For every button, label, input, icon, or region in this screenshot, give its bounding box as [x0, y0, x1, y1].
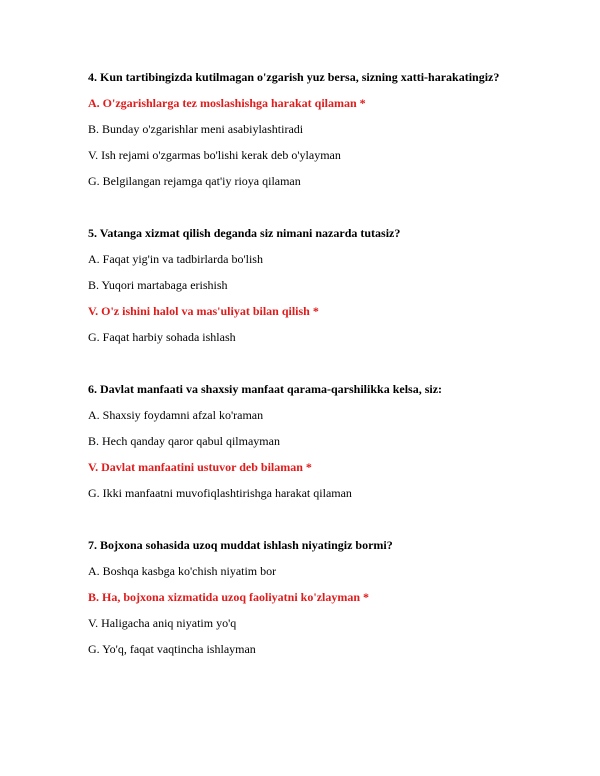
answer-option: G. Faqat harbiy sohada ishlash: [88, 330, 236, 344]
answer-option: G. Belgilangan rejamga qat'iy rioya qilaman: [88, 174, 301, 188]
answer-option-correct: A. O'zgarishlarga tez moslashishga harakat qilaman *: [88, 96, 366, 110]
answer-option-correct: V. O'z ishini halol va mas'uliyat bilan qilish *: [88, 304, 319, 318]
question-title: 7. Bojxona sohasida uzoq muddat ishlash niyatingiz bormi?: [88, 538, 393, 552]
answer-option: B. Yuqori martabaga erishish: [88, 278, 228, 292]
answer-option: A. Shaxsiy foydamni afzal ko'raman: [88, 408, 264, 422]
answer-option: V. Haligacha aniq niyatim yo'q: [88, 616, 237, 630]
answer-option: G. Yo'q, faqat vaqtincha ishlayman: [88, 642, 256, 656]
answer-option-correct: B. Ha, bojxona xizmatida uzoq faoliyatni ko'zlayman *: [88, 590, 370, 604]
question-5: [88, 226, 558, 356]
answer-option-correct: V. Davlat manfaatini ustuvor deb bilaman *: [88, 460, 312, 474]
answer-option: A. Boshqa kasbga ko'chish niyatim bor: [88, 564, 277, 578]
question-title: 5. Vatanga xizmat qilish deganda siz nimani nazarda tutasiz?: [88, 226, 401, 240]
answer-option: B. Hech qanday qaror qabul qilmayman: [88, 434, 280, 448]
question-title: 6. Davlat manfaati va shaxsiy manfaat qarama-qarshilikka kelsa, siz:: [88, 382, 443, 396]
answer-option: B. Bunday o'zgarishlar meni asabiylashtiradi: [88, 122, 304, 136]
question-6: [88, 382, 558, 512]
answer-option: A. Faqat yig'in va tadbirlarda bo'lish: [88, 252, 263, 266]
question-7: [88, 538, 558, 668]
question-4: [88, 70, 558, 200]
question-title: 4. Kun tartibingizda kutilmagan o'zgarish yuz bersa, sizning xatti-harakatingiz?: [88, 70, 500, 84]
answer-option: V. Ish rejami o'zgarmas bo'lishi kerak deb o'ylayman: [88, 148, 341, 162]
answer-option: G. Ikki manfaatni muvofiqlashtirishga harakat qilaman: [88, 486, 352, 500]
